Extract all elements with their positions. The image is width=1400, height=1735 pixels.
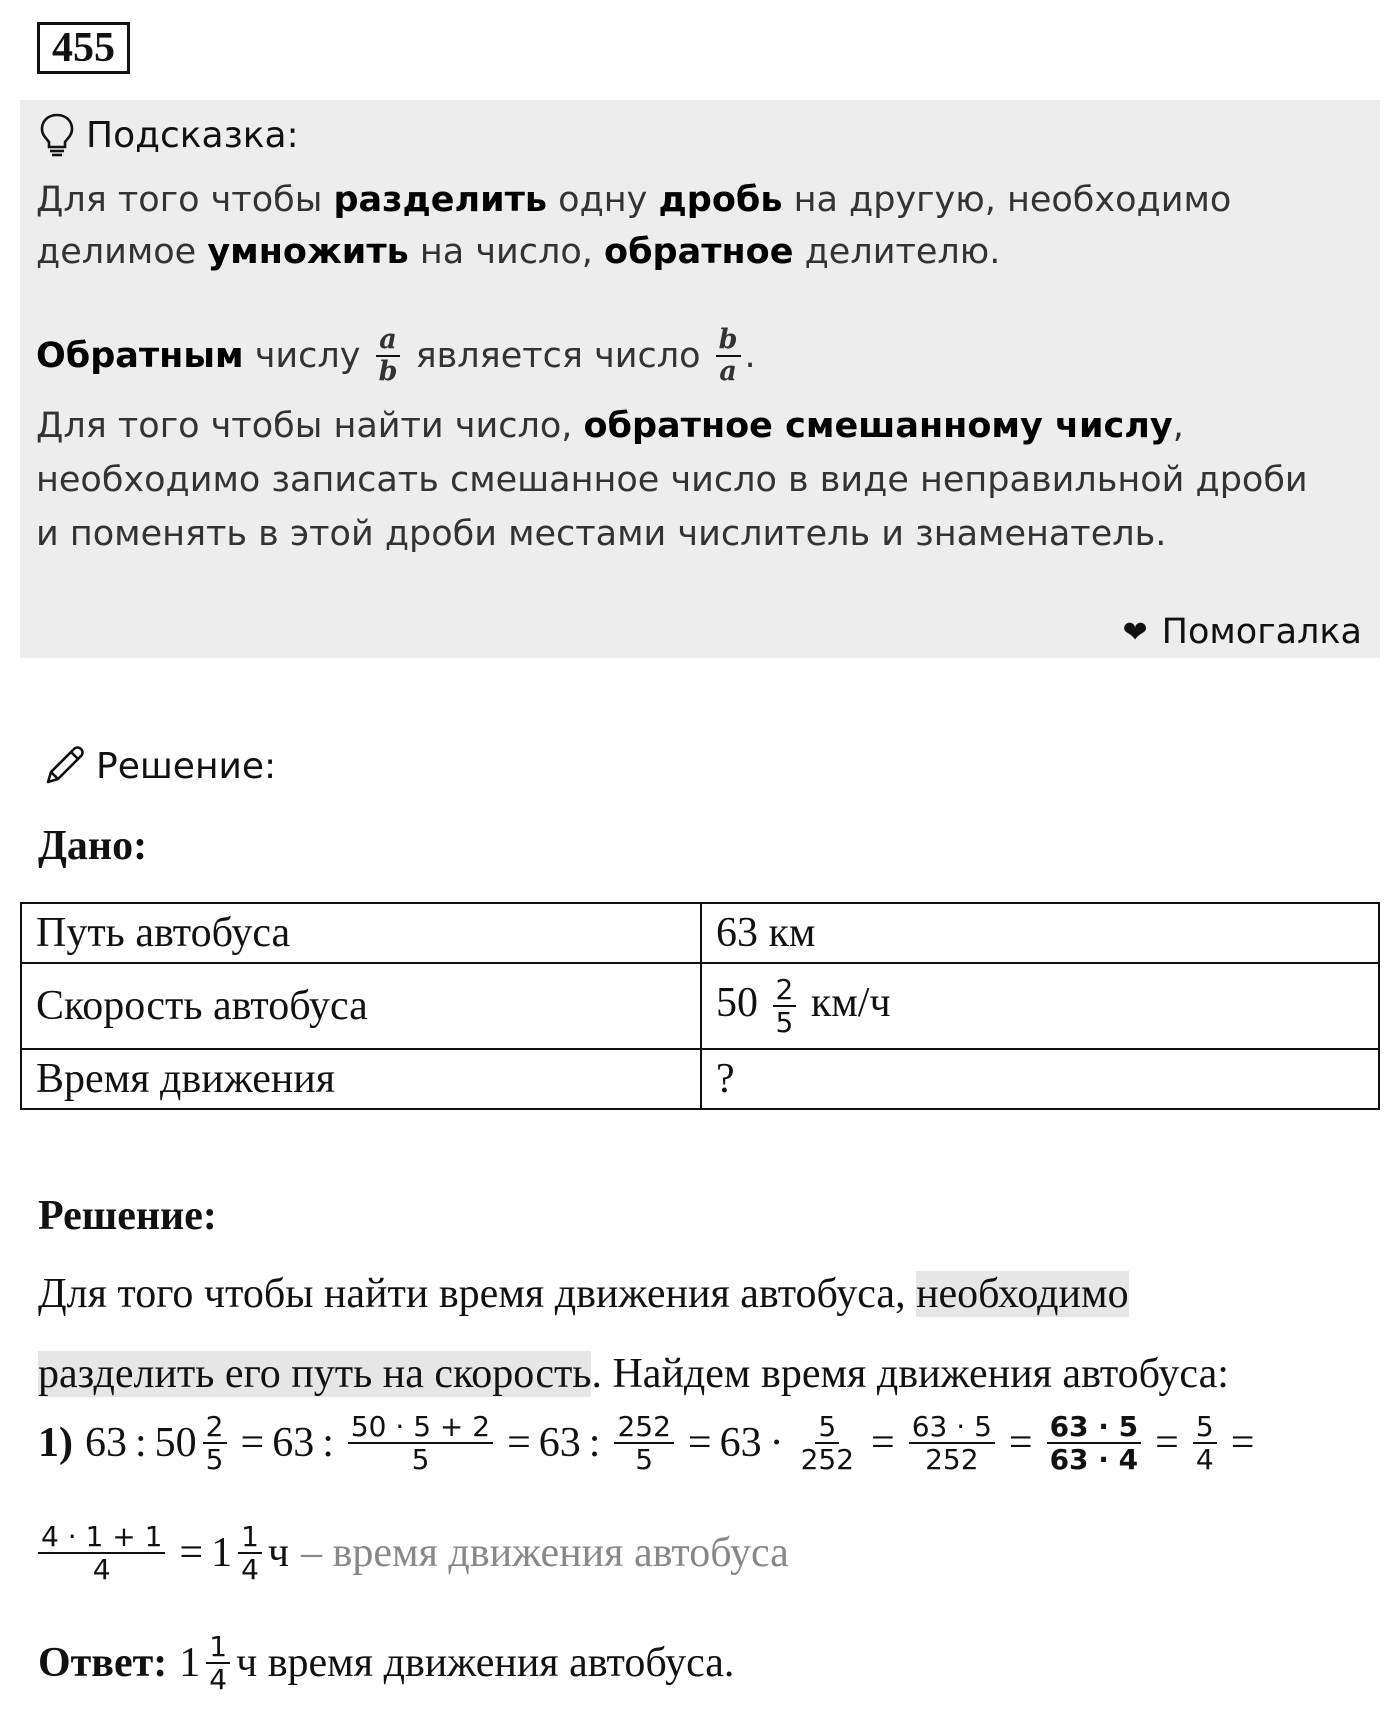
mixed-whole: 50: [716, 979, 758, 1026]
math-operator: =: [179, 1530, 204, 1577]
fraction-numerator: b: [716, 326, 741, 357]
math-operator: :: [588, 1420, 601, 1467]
math-number: 63: [719, 1420, 762, 1467]
hint-title: [38, 112, 299, 158]
fraction-numerator: 5: [815, 1412, 839, 1444]
fraction-numerator: 63 · 5: [1047, 1412, 1142, 1444]
fraction-denominator: 5: [411, 1443, 430, 1477]
hint-bold: обратное: [604, 232, 794, 272]
fraction: [1193, 1412, 1217, 1475]
math-operator: :: [322, 1420, 334, 1467]
hint-text: числу: [243, 336, 372, 377]
hint-paragraph-3-line-2: необходимо записать смешанное число в виде неправильной дроби: [36, 460, 1308, 500]
hint-paragraph-1-line-2: [36, 224, 1000, 280]
credit-text: Помогалка: [1161, 612, 1362, 652]
fraction-bold: [1047, 1412, 1142, 1475]
math-operator: =: [687, 1420, 712, 1467]
hint-text: делителю.: [793, 232, 1001, 272]
heart-icon: ❤: [1122, 614, 1148, 650]
unit: ч: [267, 1530, 290, 1577]
solution-title: Решение:: [38, 1193, 217, 1239]
math-step-line-1: [38, 1412, 1262, 1475]
fraction: [773, 972, 797, 1039]
fraction-a-over-b: [376, 326, 401, 387]
math-operator: =: [1155, 1420, 1179, 1467]
unit: км/ч: [810, 979, 891, 1026]
fraction-numerator: 4 · 1 + 1: [38, 1522, 165, 1554]
fraction: [909, 1412, 995, 1475]
mixed-whole: 1: [211, 1530, 233, 1577]
solution-header-text: Решение:: [96, 745, 277, 787]
fraction-denominator: 252: [800, 1443, 855, 1477]
hint-box: [20, 100, 1380, 658]
hint-text: Для того чтобы: [36, 180, 334, 220]
table-cell-value: [701, 963, 1379, 1049]
hint-text: делимое: [36, 232, 208, 272]
table-cell-label: Время движения: [21, 1049, 701, 1109]
fraction-denominator: 4: [241, 1553, 259, 1587]
fraction-numerator: a: [376, 326, 400, 357]
hint-text: .: [744, 336, 756, 377]
fraction: [38, 1522, 165, 1585]
fraction: [798, 1412, 857, 1475]
task-number: 455: [37, 22, 130, 74]
hint-text: ,: [1172, 406, 1184, 446]
math-operator: ·: [769, 1420, 784, 1467]
math-operator: =: [871, 1420, 895, 1467]
table-cell-label: Скорость автобуса: [21, 963, 701, 1049]
table-row: [21, 963, 1379, 1049]
fraction-denominator: 252: [925, 1443, 979, 1477]
solution-text-line-1: [38, 1270, 1129, 1318]
hint-text: на другую, необходимо: [782, 180, 1232, 220]
math-number: 63: [272, 1420, 315, 1467]
fraction: [206, 1632, 230, 1695]
answer-text: ч время движения автобуса.: [236, 1640, 735, 1687]
fraction-denominator: 5: [775, 1006, 794, 1039]
fraction-numerator: 1: [206, 1632, 230, 1664]
math-operator: =: [507, 1420, 531, 1467]
solution-text-line-2: [38, 1350, 1229, 1398]
math-number: 50: [154, 1420, 197, 1467]
hint-title-text: Подсказка:: [86, 114, 299, 156]
solution-highlight: разделить его путь на скорость: [38, 1351, 592, 1397]
hint-text: является число: [404, 336, 712, 377]
fraction: [203, 1412, 227, 1475]
math-number: 63: [538, 1420, 581, 1467]
hint-paragraph-3-line-1: [36, 398, 1184, 454]
fraction-numerator: 5: [1193, 1412, 1217, 1444]
fraction-numerator: 252: [614, 1412, 673, 1444]
table-row: [21, 1049, 1379, 1109]
table-cell-value: 63 км: [701, 903, 1379, 963]
fraction-denominator: 5: [635, 1443, 654, 1477]
fraction: [238, 1522, 262, 1585]
fraction-denominator: 63 · 4: [1049, 1443, 1139, 1477]
table-cell-label: Путь автобуса: [21, 903, 701, 963]
fraction-numerator: 2: [773, 975, 797, 1007]
solution-text: . Найдем время движения автобуса:: [591, 1351, 1229, 1397]
solution-header: [38, 742, 276, 790]
hint-text: одну: [547, 180, 659, 220]
hint-bold: Обратным: [36, 336, 244, 377]
table-cell-value: ?: [701, 1049, 1379, 1109]
fraction-numerator: 50 · 5 + 2: [348, 1412, 493, 1444]
math-number: 63: [85, 1420, 127, 1467]
fraction-b-over-a: [716, 326, 741, 387]
fraction-denominator: a: [719, 356, 737, 388]
fraction-numerator: 1: [238, 1522, 262, 1554]
fraction-denominator: b: [378, 356, 398, 388]
solution-highlight: необходимо: [916, 1271, 1129, 1317]
credit: [1123, 612, 1363, 652]
math-operator: =: [1008, 1420, 1033, 1467]
hint-bold: разделить: [333, 180, 548, 220]
hint-bold: дробь: [658, 180, 783, 220]
mixed-whole: 1: [179, 1640, 201, 1687]
math-operator: =: [240, 1420, 265, 1467]
answer-line: [38, 1632, 734, 1695]
hint-paragraph-1-line-1: [36, 172, 1231, 228]
math-operator: =: [1230, 1420, 1255, 1467]
fraction: [348, 1412, 493, 1475]
fraction-denominator: 4: [92, 1553, 111, 1587]
hint-paragraph-3-line-3: и поменять в этой дроби местами числитель и знаменатель.: [36, 514, 1167, 554]
given-table: [20, 902, 1380, 1110]
hint-text: на число,: [408, 232, 605, 272]
fraction-numerator: 63 · 5: [909, 1412, 995, 1444]
hint-paragraph-2: [36, 326, 756, 387]
given-title: Дано:: [38, 823, 148, 869]
hint-text: Для того чтобы найти число,: [36, 406, 584, 446]
answer-label: Ответ:: [38, 1640, 168, 1687]
math-operator: :: [135, 1420, 147, 1467]
hint-bold: умножить: [207, 232, 409, 272]
fraction-denominator: 5: [205, 1443, 224, 1477]
step-note: – время движения автобуса: [301, 1530, 789, 1577]
step-label: 1): [38, 1420, 73, 1467]
hint-bold: обратное смешанному числу: [583, 406, 1173, 446]
fraction-numerator: 2: [203, 1412, 227, 1444]
math-step-line-2: [38, 1522, 789, 1585]
solution-text: Для того чтобы найти время движения автобуса,: [38, 1271, 917, 1317]
fraction-denominator: 4: [1195, 1443, 1214, 1477]
table-row: [21, 903, 1379, 963]
pencil-icon: [38, 742, 86, 790]
lightbulb-icon: [38, 112, 76, 158]
fraction: [614, 1412, 673, 1475]
fraction-denominator: 4: [209, 1663, 228, 1697]
